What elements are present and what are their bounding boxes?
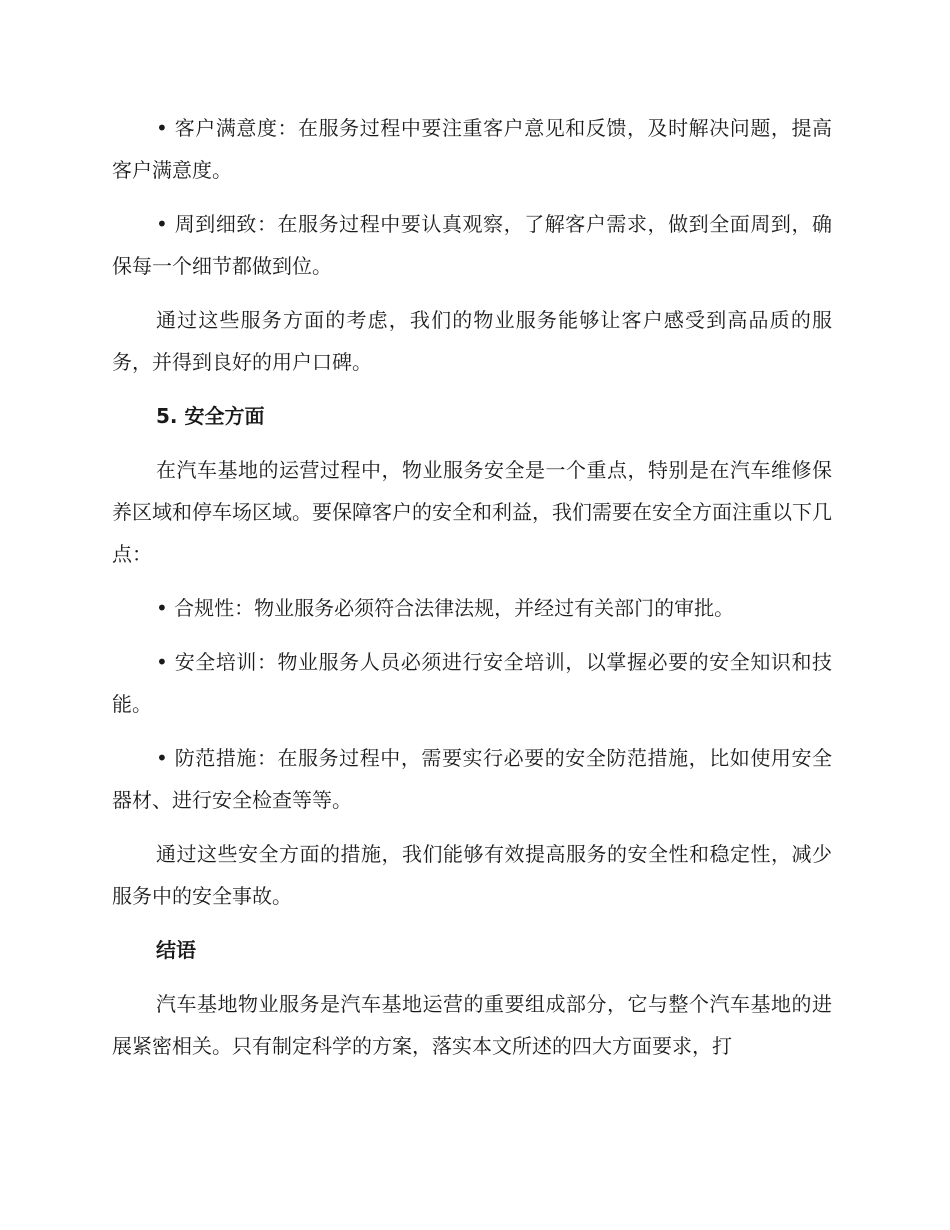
bullet-customer-satisfaction: • 客户满意度：在服务过程中要注重客户意见和反馈，及时解决问题，提高客户满意度。 — [112, 116, 832, 182]
safety-summary-paragraph: 通过这些安全方面的措施，我们能够有效提高服务的安全性和稳定性，减少服务中的安全事故。 — [112, 842, 832, 908]
bullet-compliance: • 合规性：物业服务必须符合法律法规，并经过有关部门的审批。 — [156, 596, 735, 620]
safety-intro-paragraph: 在汽车基地的运营过程中，物业服务安全是一个重点，特别是在汽车维修保养区域和停车场区域。要保障客户的安全和利益，我们需要在安全方面注重以下几点： — [112, 458, 832, 566]
section-heading-conclusion: 结语 — [156, 938, 196, 962]
bullet-attentive-service: • 周到细致：在服务过程中要认真观察，了解客户需求，做到全面周到，确保每一个细节都做到位。 — [112, 212, 832, 278]
bullet-safety-training: • 安全培训：物业服务人员必须进行安全培训，以掌握必要的安全知识和技能。 — [112, 650, 832, 716]
bullet-preventive-measures: • 防范措施：在服务过程中，需要实行必要的安全防范措施，比如使用安全器材、进行安全检查等等。 — [112, 746, 832, 812]
section-heading-safety: 5. 安全方面 — [156, 404, 265, 428]
conclusion-paragraph: 汽车基地物业服务是汽车基地运营的重要组成部分，它与整个汽车基地的进展紧密相关。只有制定科学的方案，落实本文所述的四大方面要求，打 — [112, 992, 832, 1058]
document-body — [112, 107, 832, 1079]
service-summary-paragraph: 通过这些服务方面的考虑，我们的物业服务能够让客户感受到高品质的服务，并得到良好的用户口碑。 — [112, 308, 832, 374]
